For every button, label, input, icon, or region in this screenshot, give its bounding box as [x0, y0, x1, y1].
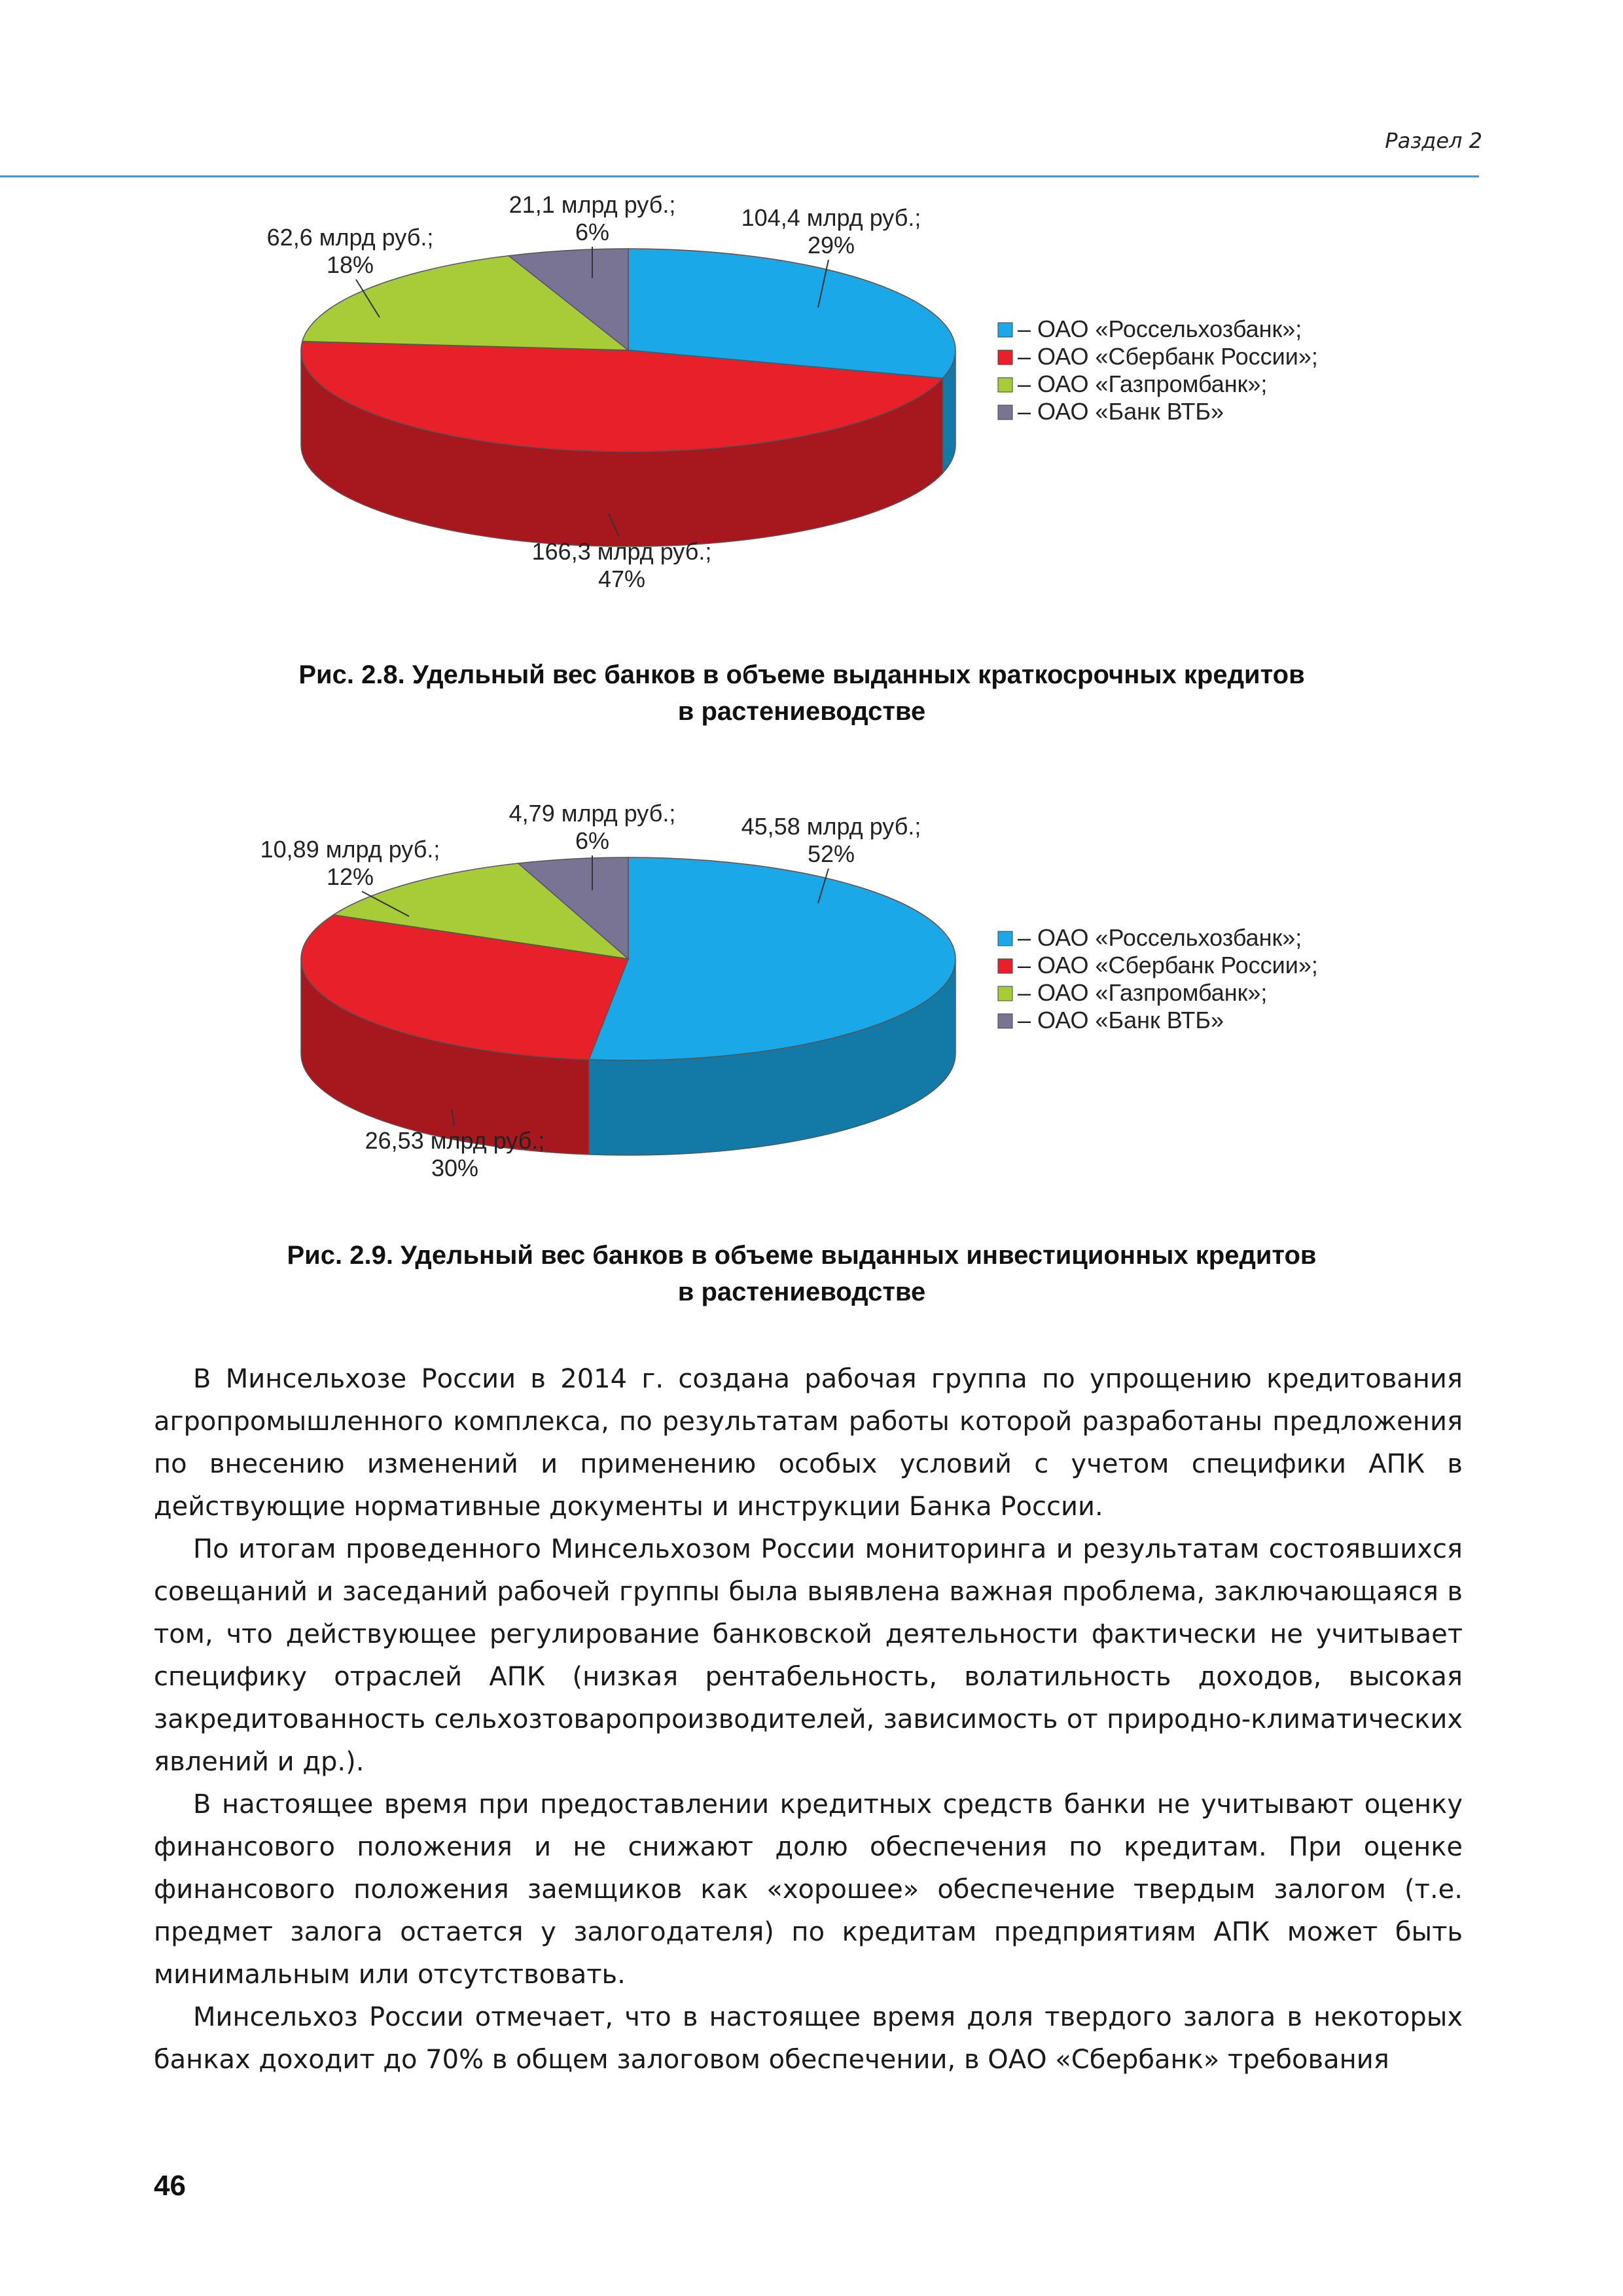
page-number: 46	[154, 2170, 186, 2202]
legend-item	[998, 952, 1318, 978]
svg-text:47%: 47%	[597, 565, 646, 592]
section-header: Раздел 2	[1385, 128, 1482, 153]
svg-text:30%: 30%	[431, 1155, 479, 1181]
legend-item	[998, 924, 1302, 951]
caption-line: в растениеводстве	[677, 1278, 926, 1306]
pie-svg	[164, 789, 1440, 1260]
legend-item	[998, 398, 1224, 425]
legend-swatch	[998, 323, 1012, 337]
legend-label: – ОАО «Газпромбанк»;	[1018, 370, 1268, 397]
svg-text:52%: 52%	[807, 840, 855, 867]
svg-text:45,58 млрд руб.;: 45,58 млрд руб.;	[741, 813, 921, 840]
legend-label: – ОАО «Россельхозбанк»;	[1018, 315, 1302, 342]
figure-caption-2-8	[164, 656, 1440, 730]
svg-text:10,89 млрд руб.;: 10,89 млрд руб.;	[260, 836, 440, 863]
svg-text:12%: 12%	[326, 863, 374, 890]
legend-item	[998, 343, 1318, 370]
pie-chart-short-term-credits	[164, 180, 1440, 651]
svg-text:104,4 млрд руб.;: 104,4 млрд руб.;	[741, 204, 921, 231]
legend-item	[998, 370, 1267, 397]
svg-text:6%: 6%	[575, 827, 610, 854]
figure-caption-2-9	[164, 1237, 1440, 1310]
legend-item	[998, 1007, 1224, 1033]
legend-swatch	[998, 350, 1012, 365]
svg-text:166,3 млрд руб.;: 166,3 млрд руб.;	[531, 538, 712, 565]
legend-swatch	[998, 931, 1012, 946]
legend-swatch	[998, 405, 1012, 420]
legend-swatch	[998, 1014, 1012, 1028]
header-rule	[0, 175, 1479, 177]
svg-text:21,1 млрд руб.;: 21,1 млрд руб.;	[508, 191, 676, 218]
legend-label: – ОАО «Банк ВТБ»	[1018, 1007, 1224, 1033]
legend-label: – ОАО «Газпромбанк»;	[1018, 979, 1268, 1006]
body-text	[154, 1358, 1463, 2081]
legend-swatch	[998, 986, 1012, 1001]
legend-label: – ОАО «Россельхозбанк»;	[1018, 924, 1302, 951]
caption-line: Рис. 2.9. Удельный вес банков в объеме выданных инвестиционных кредитов	[287, 1241, 1317, 1270]
caption-line: Рис. 2.8. Удельный вес банков в объеме выданных краткосрочных кредитов	[298, 660, 1305, 689]
paragraph: Минсельхоз России отмечает, что в настоящее время доля твердого залога в некоторых банках доходит до 70% в общем залоговом обеспечении, в ОАО «Сбербанк» требования	[154, 2002, 1463, 2075]
svg-text:18%: 18%	[326, 251, 374, 278]
svg-text:62,6 млрд руб.;: 62,6 млрд руб.;	[266, 224, 434, 251]
paragraph: По итогам проведенного Минсельхозом России мониторинга и результатам состоявшихся совещаний и заседаний рабочей группы была выявлена важная проблема, заключающаяся в том, что действующее регулирование банковской деятельности фактически не учитывает специфику отраслей АПК (низкая рентабельность, волатильность доходов, высокая закредитованность сельхозтоваропроизводителей, зависимость от природно-климатических явлений и др.).	[154, 1534, 1463, 1777]
svg-text:6%: 6%	[575, 219, 610, 245]
svg-text:29%: 29%	[807, 232, 855, 259]
legend-item	[998, 315, 1302, 342]
legend-label: – ОАО «Сбербанк России»;	[1018, 343, 1318, 370]
paragraph: В настоящее время при предоставлении кредитных средств банки не учитывают оценку финансового положения и не снижают долю обеспечения по кредитам. При оценке финансового положения заемщиков как «хорошее» обеспечение твердым залогом (т.е. предмет залога остается у залогодателя) по кредитам предприятиям АПК может быть минимальным или отсутствовать.	[154, 1789, 1463, 1990]
legend-item	[998, 979, 1267, 1006]
legend-label: – ОАО «Сбербанк России»;	[1018, 952, 1318, 978]
caption-line: в растениеводстве	[677, 697, 926, 726]
legend-swatch	[998, 378, 1012, 392]
pie-svg	[164, 180, 1440, 651]
svg-text:4,79 млрд руб.;: 4,79 млрд руб.;	[508, 800, 676, 827]
pie-chart-investment-credits	[164, 789, 1440, 1260]
legend-label: – ОАО «Банк ВТБ»	[1018, 398, 1224, 425]
svg-text:26,53 млрд руб.;: 26,53 млрд руб.;	[365, 1127, 545, 1154]
legend-swatch	[998, 959, 1012, 973]
paragraph: В Минсельхозе России в 2014 г. создана рабочая группа по упрощению кредитования агропромышленного комплекса, по результатам работы которой разработаны предложения по внесению изменений и применению особых условий с учетом специфики АПК в действующие нормативные документы и инструкции Банка России.	[154, 1364, 1463, 1522]
